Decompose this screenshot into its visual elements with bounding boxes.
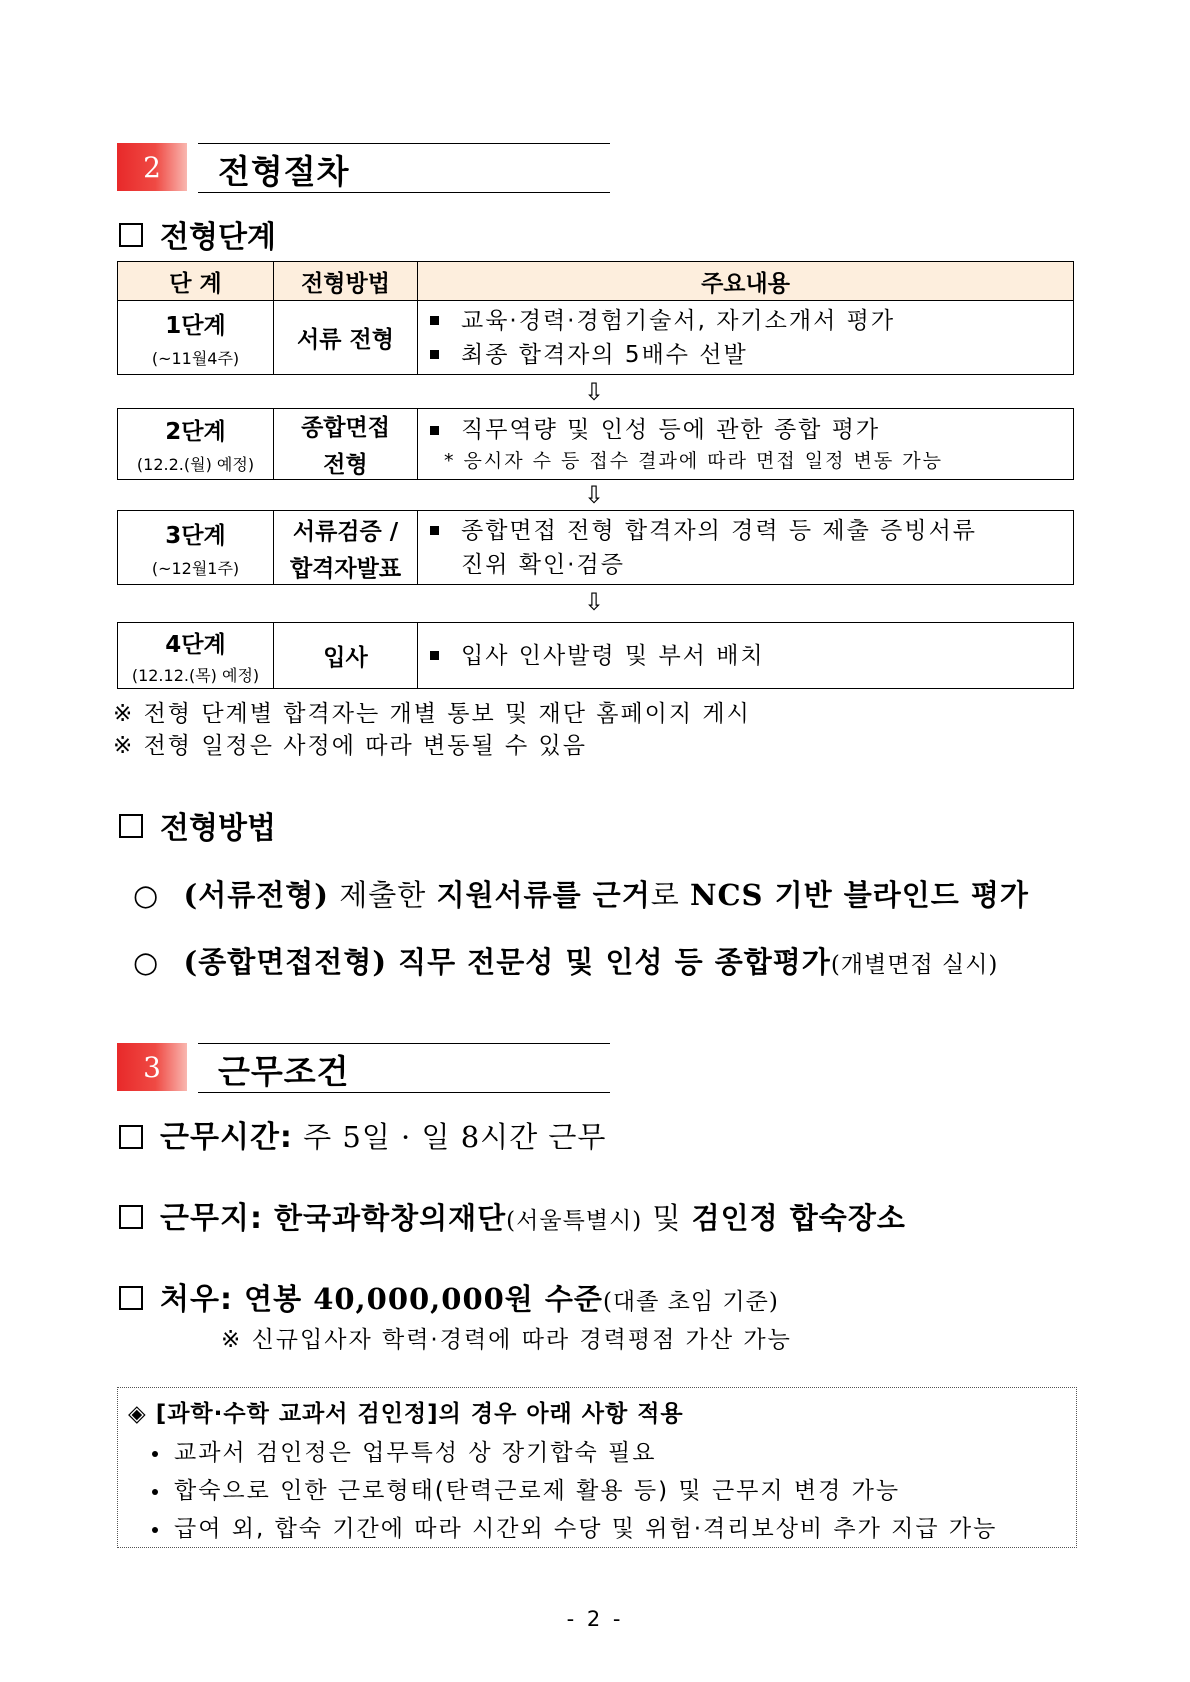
box-item-text: 합숙으로 인한 근로형태(탄력근로제 활용 등) 및 근무지 변경 가능	[174, 1478, 901, 1504]
stage-name: 1단계	[165, 312, 226, 339]
cond-pay-t1: 연봉 40,000,000원 수준	[232, 1282, 603, 1316]
dot-bullet-icon	[152, 1489, 158, 1495]
method-doc-t2: 지원서류를 근거	[436, 878, 651, 912]
stage-name: 3단계	[165, 522, 226, 549]
page-number: - 2 -	[566, 1607, 624, 1631]
checkbox-icon	[119, 814, 143, 838]
cond-hours	[160, 1112, 606, 1156]
section-2-title-frame	[198, 143, 610, 193]
square-bullet-icon	[430, 651, 439, 660]
stage-date: (12.2.(월) 예정)	[136, 455, 255, 474]
method-interview-t1: 직무 전문성 및 인성 등 종합평가	[387, 945, 831, 979]
method-line: 서류검증 /	[292, 518, 399, 545]
section-3-title-frame	[198, 1043, 610, 1093]
method-doc-label: (서류전형)	[183, 878, 330, 912]
circle-bullet: ○	[133, 878, 160, 912]
checkbox-icon	[119, 1286, 143, 1310]
table-row	[118, 301, 1074, 375]
cond-hours-text: 주 5일 · 일 8시간 근무	[292, 1120, 607, 1154]
section-2-number: 2	[117, 143, 187, 191]
method-doc	[133, 873, 1029, 914]
box-item	[152, 1510, 997, 1543]
stage-date: (~11월4주)	[151, 348, 240, 368]
method-cell	[274, 623, 418, 689]
dot-bullet-icon	[152, 1527, 158, 1533]
textbook-notice-box	[117, 1387, 1077, 1548]
down-arrow-icon: ⇩	[584, 481, 605, 509]
cond-location-t2: (서울특별시)	[506, 1208, 643, 1234]
content-bullet	[430, 338, 1073, 372]
note-line: ※ 전형 일정은 사정에 따라 변동될 수 있음	[113, 733, 587, 759]
content-cell	[418, 511, 1074, 585]
header-stage: 단 계	[118, 262, 274, 301]
header-content: 주요내용	[418, 262, 1074, 301]
table-row	[118, 409, 1074, 480]
cond-location-t3: 및	[642, 1201, 692, 1235]
stages-heading: 전형단계	[160, 220, 276, 255]
method-interview	[133, 940, 998, 981]
table-row	[118, 623, 1074, 689]
cond-location	[160, 1193, 906, 1237]
content-text: 입사 인사발령 및 부서 배치	[461, 642, 765, 669]
content-note: * 응시자 수 등 접수 결과에 따라 면접 일정 변동 가능	[444, 450, 943, 472]
down-arrow-icon: ⇩	[584, 378, 605, 406]
content-text: 직무역량 및 인성 등에 관한 종합 평가	[461, 417, 881, 443]
stage-cell	[118, 511, 274, 585]
cond-pay-t2: (대졸 초임 기준)	[602, 1289, 779, 1315]
stage-table-2	[117, 408, 1074, 480]
note-line: ※ 전형 단계별 합격자는 개별 통보 및 재단 홈페이지 게시	[113, 701, 751, 727]
square-bullet-icon	[430, 316, 439, 325]
stage-name: 2단계	[165, 419, 226, 445]
stage-table-4	[117, 622, 1074, 689]
content-bullet	[430, 304, 1073, 338]
method-doc-t4: NCS 기반 블라인드 평가	[689, 878, 1029, 912]
cond-location-label: 근무지:	[160, 1201, 263, 1236]
square-bullet-icon	[430, 350, 439, 359]
method-line: 종합면접	[301, 415, 390, 441]
table-row	[118, 511, 1074, 585]
stage-date: (12.12.(목) 예정)	[131, 665, 260, 685]
square-bullet-icon	[430, 526, 439, 535]
method-doc-t1: 제출한	[329, 878, 437, 912]
stage-table-3	[117, 510, 1074, 585]
method-line: 합격자발표	[289, 555, 402, 582]
stage-cell	[118, 623, 274, 689]
content-text: 최종 합격자의 5배수 선발	[461, 341, 748, 368]
box-item-text: 급여 외, 합숙 기간에 따라 시간외 수당 및 위험·격리보상비 추가 지급 가능	[174, 1516, 998, 1542]
method-line: 전형	[323, 452, 368, 478]
content-continuation: 진위 확인·검증	[461, 551, 625, 578]
header-method: 전형방법	[274, 262, 418, 301]
stage-table-1	[117, 261, 1074, 375]
square-bullet-icon	[430, 426, 439, 435]
method-cell	[274, 301, 418, 375]
method-cell	[274, 511, 418, 585]
method-line: 서류 전형	[297, 327, 394, 353]
section-3-number: 3	[117, 1043, 187, 1091]
cond-location-t1: 한국과학창의재단	[262, 1201, 507, 1235]
checkbox-icon	[119, 1125, 143, 1149]
stage-cell	[118, 301, 274, 375]
content-bullet	[430, 413, 1073, 447]
table-header-row	[118, 262, 1074, 301]
content-bullet	[430, 514, 1073, 548]
cond-location-t4: 검인정 합숙장소	[691, 1201, 906, 1235]
content-cell	[418, 301, 1074, 375]
cond-pay-label: 처우:	[160, 1282, 233, 1317]
pay-note: ※ 신규입사자 학력·경력에 따라 경력평점 가산 가능	[221, 1327, 792, 1353]
method-cell	[274, 409, 418, 480]
down-arrow-icon: ⇩	[584, 588, 605, 616]
dot-bullet-icon	[152, 1451, 158, 1457]
section-2-title: 전형절차	[218, 152, 350, 191]
content-cell	[418, 409, 1074, 480]
method-doc-t3: 로	[650, 878, 690, 912]
box-item	[152, 1472, 900, 1505]
stage-name: 4단계	[165, 631, 226, 658]
box-item	[152, 1434, 656, 1467]
content-text: 교육·경력·경험기술서, 자기소개서 평가	[461, 307, 896, 334]
section-3-title: 근무조건	[218, 1052, 350, 1091]
content-bullet	[430, 639, 1073, 673]
checkbox-icon	[119, 223, 143, 247]
stage-cell	[118, 409, 274, 480]
method-interview-label: (종합면접전형)	[183, 945, 388, 979]
cond-pay	[160, 1274, 779, 1318]
content-text: 종합면접 전형 합격자의 경력 등 제출 증빙서류	[461, 517, 978, 544]
stage-date: (~12월1주)	[151, 558, 240, 578]
circle-bullet: ○	[133, 945, 160, 979]
methods-heading: 전형방법	[160, 811, 276, 846]
box-item-text: 교과서 검인정은 업무특성 상 장기합숙 필요	[174, 1440, 657, 1466]
content-cell	[418, 623, 1074, 689]
method-interview-t2: (개별면접 실시)	[830, 952, 999, 978]
cond-hours-label: 근무시간:	[160, 1120, 293, 1155]
method-line: 입사	[323, 645, 368, 671]
checkbox-icon	[119, 1205, 143, 1229]
box-title: ◈ [과학·수학 교과서 검인정]의 경우 아래 사항 적용	[128, 1401, 684, 1427]
